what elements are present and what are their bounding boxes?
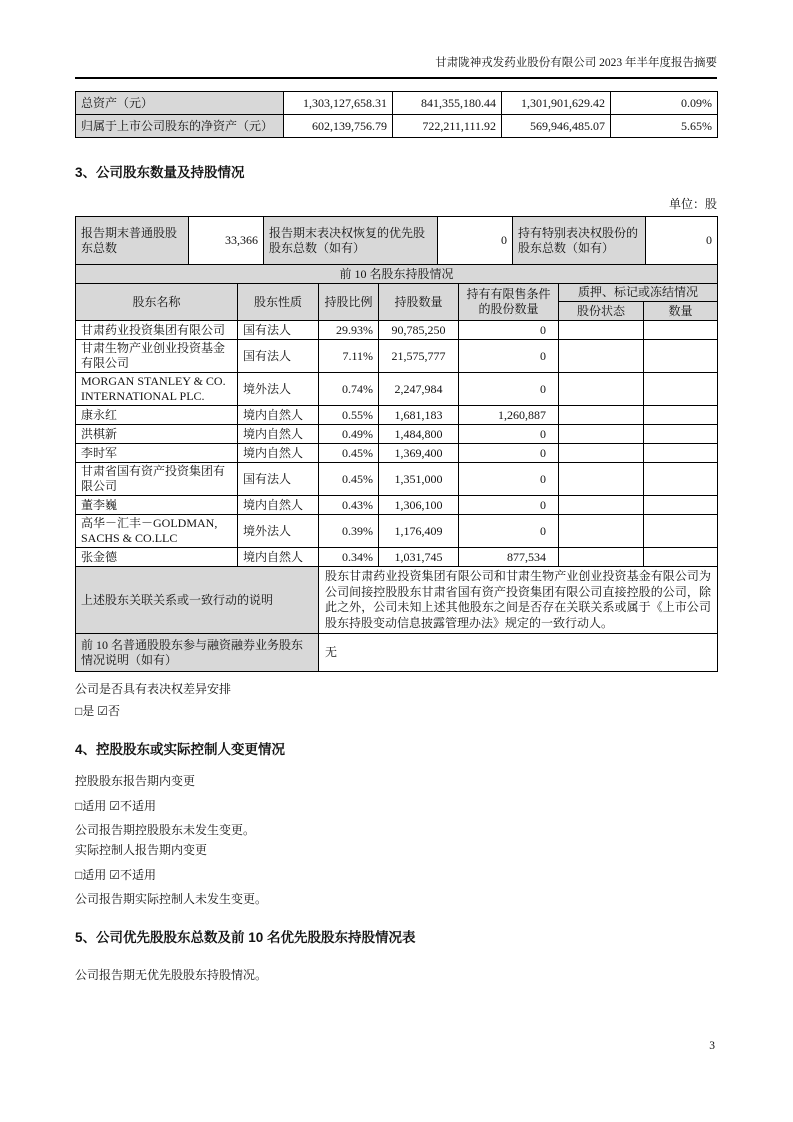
- metric-value-cell: 5.65%: [611, 115, 718, 138]
- shareholder-nature-cell: 境外法人: [238, 515, 319, 548]
- shareholder-restricted-cell: 0: [459, 496, 559, 515]
- shareholder-qty-cell: 1,369,400: [379, 444, 459, 463]
- unit-note: 单位：股: [668, 197, 717, 211]
- shareholder-restricted-cell: 0: [459, 463, 559, 496]
- shareholder-restricted-cell: 0: [459, 321, 559, 340]
- section-3-heading: 3、公司股东数量及持股情况: [75, 165, 245, 180]
- actual-controller-options: [75, 868, 717, 883]
- pledge-status-cell: [559, 444, 644, 463]
- shareholder-count-table: [75, 216, 718, 265]
- col-header-restricted: 持有有限售条件的股份数量: [459, 284, 559, 321]
- count-value-cell: 0: [438, 217, 513, 265]
- shareholder-restricted-cell: 0: [459, 425, 559, 444]
- pledge-qty-cell: [644, 515, 718, 548]
- page-number: 3: [709, 1040, 715, 1052]
- shareholder-restricted-cell: 0: [459, 515, 559, 548]
- shareholder-row: [76, 444, 718, 463]
- relation-note-text: 股东甘肃药业投资集团有限公司和甘肃生物产业创业投资基金有限公司为公司间接控股股东甘肃省国有资产投资集团有限公司直接控股的公司，除此之外，公司未知上述其他股东之间是否存在关联关系或属于《上市公司股东持股变动信息披露管理办法》规定的一致行动人。: [319, 567, 718, 634]
- shareholder-name-cell: 甘肃生物产业创业投资基金有限公司: [76, 340, 238, 373]
- count-label-cell: 报告期末表决权恢复的优先股股东总数（如有）: [264, 217, 438, 265]
- metric-value-cell: 0.09%: [611, 92, 718, 115]
- holder-not-applicable-label: 不适用: [120, 799, 157, 813]
- shareholder-nature-cell: 国有法人: [238, 340, 319, 373]
- margin-trading-note-label: 前 10 名普通股股东参与融资融券业务股东情况说明（如有）: [76, 634, 319, 672]
- shareholder-name-cell: 甘肃药业投资集团有限公司: [76, 321, 238, 340]
- metric-value-cell: 569,946,485.07: [502, 115, 611, 138]
- pledge-status-cell: [559, 548, 644, 567]
- checkbox-unchecked-icon: □: [75, 704, 83, 718]
- relation-note-row: [76, 567, 718, 634]
- holder-change-result: 公司报告期控股股东未发生变更。: [75, 823, 256, 837]
- actual-controller-result: 公司报告期实际控制人未发生变更。: [75, 892, 268, 906]
- pledge-qty-cell: [644, 463, 718, 496]
- table-row: [76, 115, 718, 138]
- col-header-name: 股东名称: [76, 284, 238, 321]
- holder-change-options: [75, 799, 717, 814]
- metric-value-cell: 722,211,111.92: [393, 115, 502, 138]
- actual-controller-change-label: 实际控制人报告期内变更: [75, 843, 208, 857]
- shareholder-row: [76, 425, 718, 444]
- pledge-status-cell: [559, 515, 644, 548]
- shareholder-name-cell: 高华－汇丰－GOLDMAN, SACHS & CO.LLC: [76, 515, 238, 548]
- shareholder-ratio-cell: 0.39%: [319, 515, 379, 548]
- holder-applicable-label: 适用: [82, 799, 107, 813]
- pledge-qty-cell: [644, 425, 718, 444]
- shareholder-nature-cell: 境内自然人: [238, 548, 319, 567]
- shareholder-name-cell: 张金德: [76, 548, 238, 567]
- voting-no-label: 否: [108, 704, 121, 718]
- checkbox-unchecked-icon: □: [75, 799, 83, 813]
- shareholder-row: [76, 406, 718, 425]
- pledge-status-cell: [559, 425, 644, 444]
- col-header-pledge-group: 质押、标记或冻结情况: [559, 284, 718, 302]
- document-title: 甘肃陇神戎发药业股份有限公司 2023 年半年度报告摘要: [435, 57, 717, 69]
- pledge-qty-cell: [644, 406, 718, 425]
- shareholder-ratio-cell: 0.34%: [319, 548, 379, 567]
- shareholder-qty-cell: 2,247,984: [379, 373, 459, 406]
- count-value-cell: 0: [646, 217, 718, 265]
- shareholder-nature-cell: 境内自然人: [238, 425, 319, 444]
- shareholder-qty-cell: 1,031,745: [379, 548, 459, 567]
- document-header: [75, 56, 717, 79]
- pledge-status-cell: [559, 406, 644, 425]
- shareholder-ratio-cell: 0.45%: [319, 444, 379, 463]
- shareholder-row: [76, 340, 718, 373]
- count-label-cell: 报告期末普通股股东总数: [76, 217, 189, 265]
- table-row: [76, 217, 718, 265]
- relation-note-label: 上述股东关联关系或一致行动的说明: [76, 567, 319, 634]
- shareholder-qty-cell: 1,176,409: [379, 515, 459, 548]
- shareholder-row: [76, 373, 718, 406]
- count-value-cell: 33,366: [189, 217, 264, 265]
- pledge-status-cell: [559, 321, 644, 340]
- margin-trading-note-row: [76, 634, 718, 672]
- pledge-status-cell: [559, 496, 644, 515]
- shareholder-qty-cell: 90,785,250: [379, 321, 459, 340]
- shareholder-ratio-cell: 29.93%: [319, 321, 379, 340]
- shareholder-name-cell: 康永红: [76, 406, 238, 425]
- shareholder-row: [76, 515, 718, 548]
- holder-change-label: 控股股东报告期内变更: [75, 774, 196, 788]
- shareholder-restricted-cell: 1,260,887: [459, 406, 559, 425]
- shareholder-name-cell: 洪棋新: [76, 425, 238, 444]
- shareholder-qty-cell: 1,351,000: [379, 463, 459, 496]
- metric-value-cell: 1,301,901,629.42: [502, 92, 611, 115]
- shareholder-row: [76, 496, 718, 515]
- pledge-qty-cell: [644, 444, 718, 463]
- shareholder-qty-cell: 1,306,100: [379, 496, 459, 515]
- col-header-pledge-qty: 数量: [644, 302, 718, 321]
- shareholder-qty-cell: 21,575,777: [379, 340, 459, 373]
- count-label-cell: 持有特别表决权股份的股东总数（如有）: [513, 217, 646, 265]
- pledge-qty-cell: [644, 548, 718, 567]
- shareholder-nature-cell: 境外法人: [238, 373, 319, 406]
- shareholder-ratio-cell: 0.43%: [319, 496, 379, 515]
- checkbox-unchecked-icon: □: [75, 868, 83, 882]
- shareholder-ratio-cell: 0.49%: [319, 425, 379, 444]
- shareholder-ratio-cell: 0.45%: [319, 463, 379, 496]
- shareholder-ratio-cell: 7.11%: [319, 340, 379, 373]
- shareholder-nature-cell: 境内自然人: [238, 444, 319, 463]
- metric-label-cell: 归属于上市公司股东的净资产（元）: [76, 115, 284, 138]
- section-5-body: 公司报告期无优先股股东持股情况。: [75, 968, 268, 982]
- checkbox-checked-icon: ☑: [109, 868, 121, 882]
- shareholder-restricted-cell: 877,534: [459, 548, 559, 567]
- table-banner: 前 10 名股东持股情况: [76, 265, 718, 284]
- col-header-nature: 股东性质: [238, 284, 319, 321]
- table-row: [76, 92, 718, 115]
- col-header-pledge-status: 股份状态: [559, 302, 644, 321]
- section-5-heading: 5、公司优先股股东总数及前 10 名优先股股东持股情况表: [75, 930, 416, 945]
- actual-not-applicable-label: 不适用: [120, 868, 157, 882]
- voting-yes-label: 是: [82, 704, 95, 718]
- financial-summary-table: [75, 91, 718, 138]
- shareholder-restricted-cell: 0: [459, 444, 559, 463]
- pledge-qty-cell: [644, 373, 718, 406]
- shareholder-ratio-cell: 0.55%: [319, 406, 379, 425]
- table-header-row: [76, 284, 718, 302]
- shareholder-nature-cell: 国有法人: [238, 321, 319, 340]
- pledge-qty-cell: [644, 321, 718, 340]
- shareholder-qty-cell: 1,681,183: [379, 406, 459, 425]
- checkbox-checked-icon: ☑: [97, 704, 109, 718]
- shareholder-nature-cell: 境内自然人: [238, 496, 319, 515]
- voting-diff-options: [75, 704, 717, 719]
- shareholder-row: [76, 321, 718, 340]
- shareholder-nature-cell: 境内自然人: [238, 406, 319, 425]
- shareholder-restricted-cell: 0: [459, 373, 559, 406]
- shareholder-row: [76, 463, 718, 496]
- pledge-qty-cell: [644, 340, 718, 373]
- checkbox-checked-icon: ☑: [109, 799, 121, 813]
- pledge-status-cell: [559, 373, 644, 406]
- metric-label-cell: 总资产（元）: [76, 92, 284, 115]
- col-header-quantity: 持股数量: [379, 284, 459, 321]
- shareholder-name-cell: 董李巍: [76, 496, 238, 515]
- table-banner-row: [76, 265, 718, 284]
- shareholder-name-cell: 甘肃省国有资产投资集团有限公司: [76, 463, 238, 496]
- pledge-status-cell: [559, 340, 644, 373]
- metric-value-cell: 602,139,756.79: [284, 115, 393, 138]
- shareholder-qty-cell: 1,484,800: [379, 425, 459, 444]
- top10-shareholders-table: [75, 264, 718, 672]
- shareholder-nature-cell: 国有法人: [238, 463, 319, 496]
- pledge-qty-cell: [644, 496, 718, 515]
- metric-value-cell: 1,303,127,658.31: [284, 92, 393, 115]
- metric-value-cell: 841,355,180.44: [393, 92, 502, 115]
- pledge-status-cell: [559, 463, 644, 496]
- voting-diff-question: 公司是否具有表决权差异安排: [75, 682, 232, 696]
- shareholder-name-cell: 李时军: [76, 444, 238, 463]
- margin-trading-note-text: 无: [319, 634, 718, 672]
- shareholder-row: [76, 548, 718, 567]
- actual-applicable-label: 适用: [82, 868, 107, 882]
- shareholder-restricted-cell: 0: [459, 340, 559, 373]
- shareholder-ratio-cell: 0.74%: [319, 373, 379, 406]
- shareholder-name-cell: MORGAN STANLEY & CO. INTERNATIONAL PLC.: [76, 373, 238, 406]
- col-header-ratio: 持股比例: [319, 284, 379, 321]
- section-4-heading: 4、控股股东或实际控制人变更情况: [75, 742, 286, 757]
